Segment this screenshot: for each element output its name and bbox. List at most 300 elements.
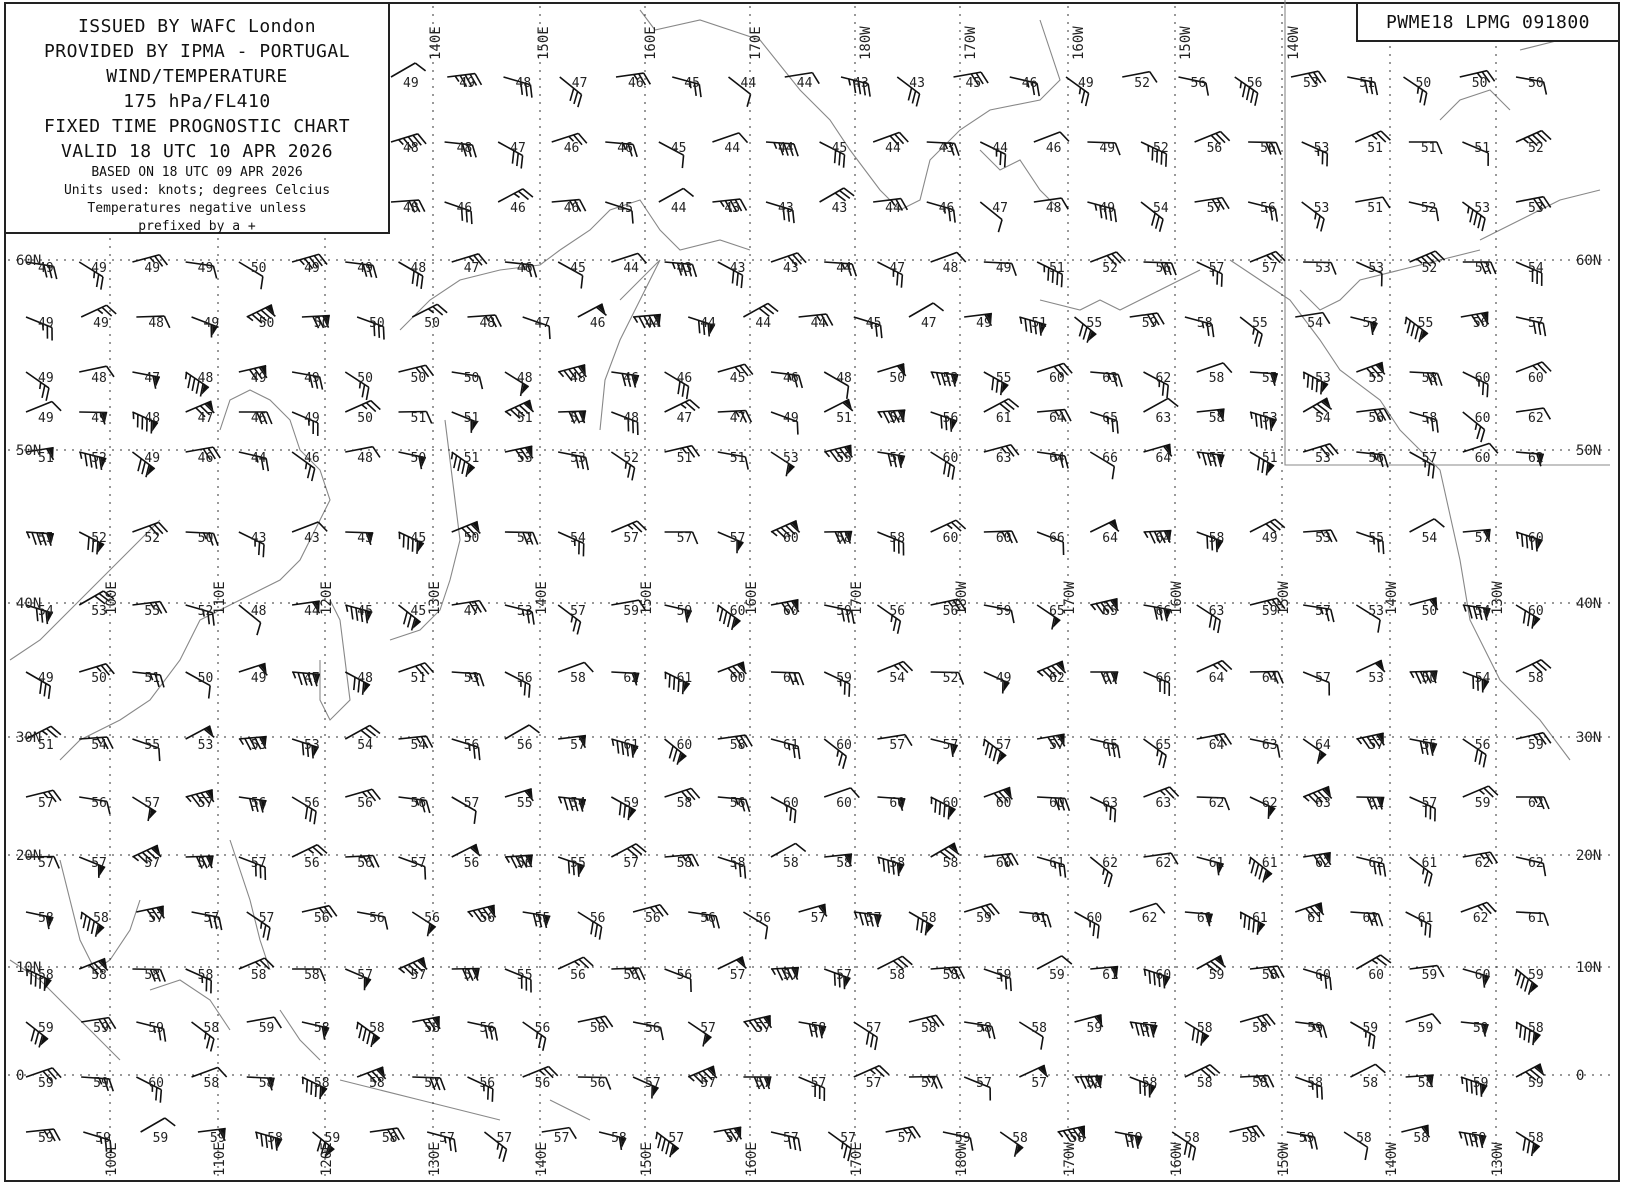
temperature-value: 59 (676, 604, 693, 619)
temperature-value: 51 (144, 671, 161, 686)
temperature-value: 51 (1359, 76, 1375, 91)
mid-lon-label: 160W (1169, 581, 1185, 615)
temperature-value: 53 (1368, 261, 1385, 276)
temperature-value: 58 (1141, 1076, 1158, 1091)
temperature-value: 48 (357, 451, 373, 466)
lat-label-left: 10N (16, 960, 42, 976)
temperature-value: 63 (1155, 411, 1172, 426)
temperature-value: 55 (38, 531, 54, 546)
mid-lon-label: 180W (954, 581, 970, 615)
temperature-value: 53 (1315, 371, 1331, 386)
temperature-value: 57 (258, 911, 275, 926)
temperature-value: 61 (1102, 968, 1118, 983)
temperature-value: 49 (38, 371, 54, 386)
temperature-value: 61 (783, 671, 799, 686)
temperature-value: 57 (865, 1076, 882, 1091)
temperature-value: 60 (1528, 604, 1544, 619)
temperature-value: 58 (1307, 1076, 1323, 1091)
temperature-value: 56 (1246, 76, 1263, 91)
temperature-value: 47 (534, 316, 551, 331)
temperature-value: 56 (729, 796, 746, 811)
temperature-value: 49 (144, 451, 161, 466)
temperature-value: 59 (1141, 316, 1158, 331)
mid-lon-label: 120E (319, 581, 335, 615)
temperature-value: 44 (810, 316, 827, 331)
temperature-value: 52 (942, 671, 959, 686)
temperature-value: 51 (463, 451, 480, 466)
temperature-value: 57 (783, 1131, 799, 1146)
temperature-value: 56 (1368, 451, 1385, 466)
temperature-value: 52 (1153, 141, 1169, 156)
temperature-value: 43 (853, 76, 869, 91)
temperature-value: 46 (617, 141, 633, 156)
temperature-value: 61 (623, 738, 640, 753)
temperature-value: 61 (1417, 911, 1434, 926)
temperature-value: 62 (1474, 856, 1491, 871)
mid-lon-label: 160E (744, 581, 760, 615)
temperature-value: 49 (93, 316, 109, 331)
temperature-value: 62 (1102, 856, 1118, 871)
temperature-value: 56 (570, 968, 586, 983)
temperature-value: 53 (1315, 531, 1331, 546)
temperature-value: 50 (424, 316, 440, 331)
temperature-value: 59 (93, 1021, 109, 1036)
temperature-value: 56 (357, 796, 373, 811)
temperature-value: 62 (1528, 796, 1544, 811)
temperature-value: 47 (676, 411, 693, 426)
temperature-value: 53 (1362, 316, 1379, 331)
temperature-value: 54 (1474, 671, 1491, 686)
lat-label-left: 50N (16, 443, 42, 459)
temperature-value: 60 (1474, 451, 1491, 466)
temperature-value: 59 (1472, 1076, 1489, 1091)
temperature-value: 53 (1303, 76, 1319, 91)
temperature-value: 47 (144, 371, 161, 386)
temperature-value: 60 (1155, 968, 1172, 983)
bottom-lon-label: 160W (1169, 1142, 1185, 1176)
temperature-value: 57 (1261, 261, 1278, 276)
temperature-value: 56 (424, 911, 440, 926)
temperature-value: 58 (1241, 1131, 1258, 1146)
temperature-value: 50 (410, 371, 427, 386)
temperature-value: 64 (1208, 671, 1225, 686)
temperature-value: 51 (836, 411, 852, 426)
temperature-value: 65 (1049, 604, 1065, 619)
temperature-value: 59 (1528, 968, 1544, 983)
temperature-value: 60 (1086, 911, 1103, 926)
temperature-value: 49 (976, 316, 992, 331)
temperature-value: 55 (534, 911, 551, 926)
temperature-value: 59 (324, 1131, 341, 1146)
temperature-value: 59 (258, 1021, 275, 1036)
temperature-value: 57 (144, 796, 161, 811)
temperature-value: 57 (197, 796, 214, 811)
temperature-value: 53 (1368, 604, 1385, 619)
temperature-value: 58 (1086, 1076, 1103, 1091)
temperature-value: 51 (1420, 141, 1437, 156)
temperature-value: 59 (1261, 604, 1278, 619)
temperature-value: 58 (1196, 1076, 1213, 1091)
temperature-value: 53 (1474, 201, 1491, 216)
temperature-value: 57 (1368, 738, 1385, 753)
temperature-value: 56 (942, 411, 959, 426)
bottom-lon-label: 140E (534, 1142, 550, 1176)
temperature-value: 58 (1413, 1131, 1430, 1146)
temperature-value: 58 (729, 856, 746, 871)
temperature-value: 64 (1155, 531, 1172, 546)
temperature-value: 58 (1184, 1131, 1200, 1146)
temperature-value: 63 (1208, 604, 1225, 619)
temperature-value: 59 (1421, 968, 1438, 983)
temperature-value: 57 (1208, 451, 1225, 466)
temperature-value: 53 (516, 604, 533, 619)
temperature-value: 57 (250, 856, 267, 871)
temperature-value: 54 (357, 738, 373, 753)
temperature-value: 63 (1261, 738, 1278, 753)
temperature-value: 43 (676, 261, 693, 276)
temperature-value: 55 (1368, 371, 1385, 386)
temperature-value: 55 (1252, 316, 1268, 331)
temperature-value: 62 (623, 671, 640, 686)
temperature-value: 56 (645, 911, 661, 926)
temperature-value: 62 (1472, 911, 1489, 926)
temperature-value: 60 (783, 796, 799, 811)
temperature-value: 57 (496, 1131, 513, 1146)
temperature-value: 58 (1196, 1021, 1213, 1036)
temperature-value: 48 (410, 261, 427, 276)
temperature-value: 56 (1190, 76, 1207, 91)
temperature-value: 49 (203, 316, 220, 331)
temperature-value: 43 (783, 261, 799, 276)
temperature-value: 57 (1421, 796, 1438, 811)
temperature-value: 58 (1421, 371, 1438, 386)
temperature-value: 58 (942, 968, 959, 983)
temperature-value: 49 (783, 411, 799, 426)
temperature-value: 61 (676, 671, 693, 686)
valid-time-line: VALID 18 UTC 10 APR 2026 (60, 141, 334, 162)
top-lon-label: 140W (1286, 26, 1302, 60)
temperature-value: 57 (865, 1021, 882, 1036)
temperature-value: 58 (38, 911, 54, 926)
temperature-value: 44 (885, 201, 901, 216)
bottom-lon-label: 130W (1490, 1142, 1506, 1176)
temperature-value: 51 (676, 451, 693, 466)
temperature-value: 59 (623, 796, 640, 811)
temperature-value: 59 (995, 968, 1012, 983)
temperature-value: 59 (38, 1076, 54, 1091)
temperature-value: 59 (954, 1131, 971, 1146)
temperature-value: 43 (909, 76, 925, 91)
temperature-value: 44 (645, 316, 661, 331)
temperature-value: 56 (516, 738, 533, 753)
temperature-value: 59 (209, 1131, 226, 1146)
temperature-value: 59 (38, 1131, 54, 1146)
temperature-value: 56 (91, 796, 107, 811)
product-line: WIND/TEMPERATURE (106, 66, 288, 87)
temperature-value: 56 (463, 856, 480, 871)
temperature-value: 58 (976, 1021, 992, 1036)
temperature-value: 59 (1049, 968, 1065, 983)
top-lon-label: 170E (748, 26, 764, 60)
temperature-value: 53 (91, 604, 107, 619)
temperature-value: 57 (424, 1076, 440, 1091)
temperature-value: 56 (250, 796, 267, 811)
temperature-value: 59 (1086, 1021, 1103, 1036)
temperature-value: 60 (995, 796, 1012, 811)
temperature-value: 55 (995, 371, 1012, 386)
lat-label-right: 0 (1576, 1068, 1585, 1084)
temperature-value: 46 (456, 201, 473, 216)
temperature-value: 58 (889, 968, 906, 983)
temperature-value: 50 (250, 261, 267, 276)
temperature-value: 57 (865, 911, 882, 926)
temperature-value: 60 (995, 531, 1012, 546)
temperature-value: 56 (623, 968, 640, 983)
temperature-value: 64 (1315, 738, 1331, 753)
temperature-value: 44 (250, 451, 267, 466)
temperature-value: 53 (942, 371, 959, 386)
temperature-value: 57 (729, 968, 746, 983)
temperature-value: 46 (250, 411, 267, 426)
temperature-value: 55 (144, 604, 161, 619)
temperature-value: 56 (369, 911, 385, 926)
temperature-value: 59 (623, 604, 640, 619)
bottom-lon-label: 150E (639, 1142, 655, 1176)
temperature-value: 59 (1126, 1131, 1143, 1146)
temperature-value: 51 (570, 411, 586, 426)
temperature-value: 50 (369, 316, 385, 331)
temperature-value: 54 (1474, 604, 1491, 619)
temperature-value: 57 (410, 856, 427, 871)
temperature-value: 56 (479, 911, 496, 926)
temperature-value: 58 (783, 856, 799, 871)
temperature-value: 57 (1474, 531, 1491, 546)
temperature-value: 53 (463, 671, 480, 686)
temperature-value: 58 (250, 968, 267, 983)
temperature-value: 53 (1368, 671, 1385, 686)
temperature-value: 57 (725, 1131, 742, 1146)
temperature-value: 44 (778, 141, 794, 156)
temperature-value: 47 (510, 141, 526, 156)
based-on-line: BASED ON 18 UTC 09 APR 2026 (91, 165, 303, 180)
temperature-value: 51 (1474, 141, 1491, 156)
temperature-value: 49 (304, 411, 320, 426)
temperature-value: 62 (1368, 856, 1385, 871)
temperature-value: 46 (1045, 141, 1062, 156)
temperature-value: 57 (755, 1076, 772, 1091)
temperature-value: 58 (197, 968, 214, 983)
temperature-value: 57 (668, 1131, 685, 1146)
temperature-value: 46 (516, 261, 533, 276)
temperature-value: 57 (1031, 1076, 1047, 1091)
lat-label-right: 40N (1576, 596, 1602, 612)
temperature-value: 52 (623, 451, 640, 466)
temperature-value: 64 (1049, 411, 1065, 426)
temperature-value: 44 (670, 201, 687, 216)
temperature-value: 56 (676, 968, 693, 983)
temperature-value: 61 (783, 738, 799, 753)
temperature-value: 49 (304, 261, 320, 276)
temperature-value: 54 (570, 531, 586, 546)
temperature-value: 57 (840, 1131, 856, 1146)
temperature-value: 61 (1528, 911, 1544, 926)
temperature-value: 49 (1078, 76, 1094, 91)
temperature-value: 57 (783, 968, 799, 983)
temperature-value: 57 (810, 1076, 827, 1091)
temperature-value: 50 (410, 451, 427, 466)
temperature-value: 65 (1155, 738, 1172, 753)
temperature-value: 60 (783, 531, 799, 546)
temperature-value: 57 (1421, 451, 1438, 466)
temperature-value: 44 (304, 604, 320, 619)
temperature-value: 46 (304, 451, 320, 466)
temperature-value: 58 (611, 1131, 627, 1146)
mid-lon-label: 150W (1276, 581, 1292, 615)
temperature-value: 47 (992, 201, 1008, 216)
temperature-value: 60 (942, 451, 959, 466)
lat-label-right: 20N (1576, 848, 1602, 864)
lat-label-right: 10N (1576, 960, 1602, 976)
chart-title-box (4, 2, 390, 234)
temperature-value: 46 (1021, 76, 1038, 91)
temperature-value: 58 (369, 1076, 385, 1091)
temperature-value: 51 (1367, 201, 1383, 216)
temperature-value: 56 (479, 1076, 496, 1091)
temperature-value: 56 (645, 1021, 661, 1036)
temperature-value: 60 (729, 604, 746, 619)
temperature-value: 59 (38, 1021, 54, 1036)
temperature-value: 56 (463, 738, 480, 753)
temperature-value: 65 (1102, 604, 1118, 619)
temperature-value: 55 (1421, 738, 1438, 753)
temperature-value: 45 (617, 201, 633, 216)
temperature-value: 57 (439, 1131, 455, 1146)
temperature-value: 56 (534, 1021, 551, 1036)
temperature-value: 43 (250, 531, 267, 546)
temperature-value: 54 (889, 411, 906, 426)
temperature-value: 50 (463, 371, 480, 386)
temperature-value: 44 (796, 76, 813, 91)
temperature-value: 59 (1362, 1021, 1379, 1036)
temperature-value: 66 (1155, 604, 1172, 619)
mid-lon-label: 100E (104, 581, 120, 615)
chart-id-box: PWME18 LPMG 091800 (1356, 2, 1620, 42)
temperature-value: 45 (357, 531, 373, 546)
temperature-value: 63 (1315, 796, 1331, 811)
temperature-value: 47 (463, 604, 480, 619)
temperature-value: 63 (1102, 796, 1118, 811)
temperature-value: 49 (144, 261, 161, 276)
temperature-value: 46 (197, 451, 214, 466)
temperature-value: 45 (357, 604, 373, 619)
temperature-value: 50 (258, 316, 275, 331)
temperature-value: 46 (938, 201, 955, 216)
lat-label-left: 20N (16, 848, 42, 864)
temperature-value: 48 (403, 201, 419, 216)
temperature-value: 57 (38, 796, 54, 811)
temperature-value: 48 (836, 371, 852, 386)
temperature-value: 57 (570, 604, 586, 619)
temperature-value: 48 (456, 141, 473, 156)
temperature-value: 52 (1421, 261, 1438, 276)
temperature-value: 53 (516, 451, 533, 466)
temperature-value: 58 (1417, 1076, 1434, 1091)
temperature-value: 58 (676, 796, 693, 811)
temperature-value: 50 (313, 316, 330, 331)
temperature-value: 46 (589, 316, 606, 331)
temperature-value: 57 (1208, 261, 1225, 276)
mid-lon-label: 140E (534, 581, 550, 615)
mid-lon-label: 170E (849, 581, 865, 615)
temperature-value: 47 (197, 411, 214, 426)
temperature-value: 58 (369, 1021, 385, 1036)
temperature-value: 51 (516, 411, 533, 426)
temperature-value: 49 (357, 261, 373, 276)
note-line-2: prefixed by a + (138, 219, 256, 234)
temperature-value: 61 (1196, 911, 1213, 926)
temperature-value: 58 (1356, 1131, 1372, 1146)
temperature-value: 57 (570, 738, 586, 753)
temperature-value: 61 (1368, 796, 1385, 811)
temperature-value: 59 (1417, 1021, 1434, 1036)
temperature-value: 64 (1261, 671, 1278, 686)
temperature-value: 51 (463, 411, 480, 426)
temperature-value: 49 (91, 261, 107, 276)
temperature-value: 63 (1155, 796, 1172, 811)
temperature-value: 50 (1415, 76, 1432, 91)
temperature-value: 51 (1049, 261, 1065, 276)
temperature-value: 57 (889, 738, 906, 753)
temperature-value: 51 (38, 451, 54, 466)
temperature-value: 58 (920, 1021, 937, 1036)
temperature-value: 58 (1528, 671, 1544, 686)
temperature-value: 45 (729, 371, 746, 386)
temperature-value: 44 (755, 316, 772, 331)
temperature-value: 49 (995, 261, 1012, 276)
temperature-value: 51 (410, 671, 427, 686)
temperature-value: 52 (91, 451, 107, 466)
temperature-value: 62 (1049, 671, 1065, 686)
temperature-value: 57 (623, 531, 640, 546)
temperature-value: 43 (831, 201, 848, 216)
mid-lon-label: 150E (639, 581, 655, 615)
temperature-value: 50 (463, 531, 480, 546)
temperature-value: 47 (889, 261, 906, 276)
temperature-value: 64 (1208, 738, 1225, 753)
temperature-value: 60 (1315, 968, 1331, 983)
temperature-value: 57 (676, 531, 693, 546)
temperature-value: 57 (836, 968, 852, 983)
temperature-value: 66 (1155, 671, 1172, 686)
temperature-value: 54 (38, 604, 54, 619)
temperature-value: 44 (740, 76, 757, 91)
temperature-value: 57 (91, 856, 107, 871)
temperature-value: 56 (889, 604, 906, 619)
temperature-value: 59 (1474, 796, 1491, 811)
temperature-value: 55 (1368, 531, 1385, 546)
temperature-value: 56 (1206, 141, 1223, 156)
temperature-value: 62 (1261, 796, 1278, 811)
temperature-value: 58 (1252, 1021, 1268, 1036)
temperature-value: 57 (700, 1021, 716, 1036)
temperature-value: 54 (1315, 411, 1331, 426)
temperature-value: 58 (920, 911, 937, 926)
temperature-value: 53 (1313, 141, 1330, 156)
temperature-value: 58 (1196, 316, 1213, 331)
temperature-value: 43 (304, 531, 320, 546)
temperature-value: 58 (258, 1076, 275, 1091)
temperature-value: 43 (729, 261, 746, 276)
